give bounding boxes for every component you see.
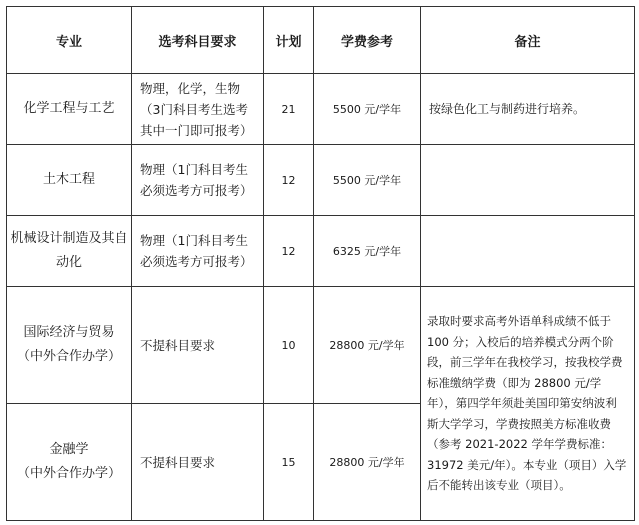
header-major: 专业 bbox=[7, 7, 132, 74]
major-cell bbox=[7, 287, 132, 404]
plan-cell: 10 bbox=[264, 287, 314, 404]
major-cell bbox=[7, 404, 132, 521]
header-subjects: 选考科目要求 bbox=[132, 7, 264, 74]
tuition-cell: 6325 元/学年 bbox=[314, 216, 421, 287]
major-cell: 土木工程 bbox=[7, 145, 132, 216]
subjects-cell: 不提科目要求 bbox=[132, 404, 264, 521]
table-row bbox=[7, 216, 635, 287]
header-plan: 计划 bbox=[264, 7, 314, 74]
subjects-cell: 不提科目要求 bbox=[132, 287, 264, 404]
shared-remark-cell: 录取时要求高考外语单科成绩不低于 100 分；入校后的培养模式分两个阶段，前三学年在我校学习，按我校学费标准缴纳学费（即为 28800 元/学年），第四学年须赴美国印第安纳波利斯大学学习，学费按照美方标准收费（参考 2021-2022 学年学费标准：31972 美元/年）。本专业（项目）入学后不能转出该专业（项目）。 bbox=[421, 287, 635, 521]
plan-cell: 21 bbox=[264, 74, 314, 145]
subjects-cell: 物理，化学，生物（3门科目考生选考其中一门即可报考） bbox=[132, 74, 264, 145]
header-row bbox=[7, 7, 635, 74]
plan-cell: 15 bbox=[264, 404, 314, 521]
tuition-cell: 5500 元/学年 bbox=[314, 74, 421, 145]
remark-cell bbox=[421, 216, 635, 287]
subjects-cell: 物理（1门科目考生必须选考方可报考） bbox=[132, 145, 264, 216]
major-program-type: （中外合作办学） bbox=[16, 466, 121, 481]
enrollment-table bbox=[6, 6, 635, 521]
header-remarks: 备注 bbox=[421, 7, 635, 74]
major-name: 国际经济与贸易 bbox=[23, 325, 115, 340]
major-program-type: （中外合作办学） bbox=[16, 349, 121, 364]
table-row bbox=[7, 145, 635, 216]
major-cell: 机械设计制造及其自动化 bbox=[7, 216, 132, 287]
plan-cell: 12 bbox=[264, 145, 314, 216]
header-tuition: 学费参考 bbox=[314, 7, 421, 74]
tuition-cell: 5500 元/学年 bbox=[314, 145, 421, 216]
tuition-cell: 28800 元/学年 bbox=[314, 287, 421, 404]
subjects-cell: 物理（1门科目考生必须选考方可报考） bbox=[132, 216, 264, 287]
plan-cell: 12 bbox=[264, 216, 314, 287]
remark-cell bbox=[421, 145, 635, 216]
remark-cell: 按绿色化工与制药进行培养。 bbox=[421, 74, 635, 145]
table-row bbox=[7, 74, 635, 145]
major-name: 金融学 bbox=[49, 442, 89, 457]
major-cell: 化学工程与工艺 bbox=[7, 74, 132, 145]
table-row bbox=[7, 287, 635, 404]
tuition-cell: 28800 元/学年 bbox=[314, 404, 421, 521]
